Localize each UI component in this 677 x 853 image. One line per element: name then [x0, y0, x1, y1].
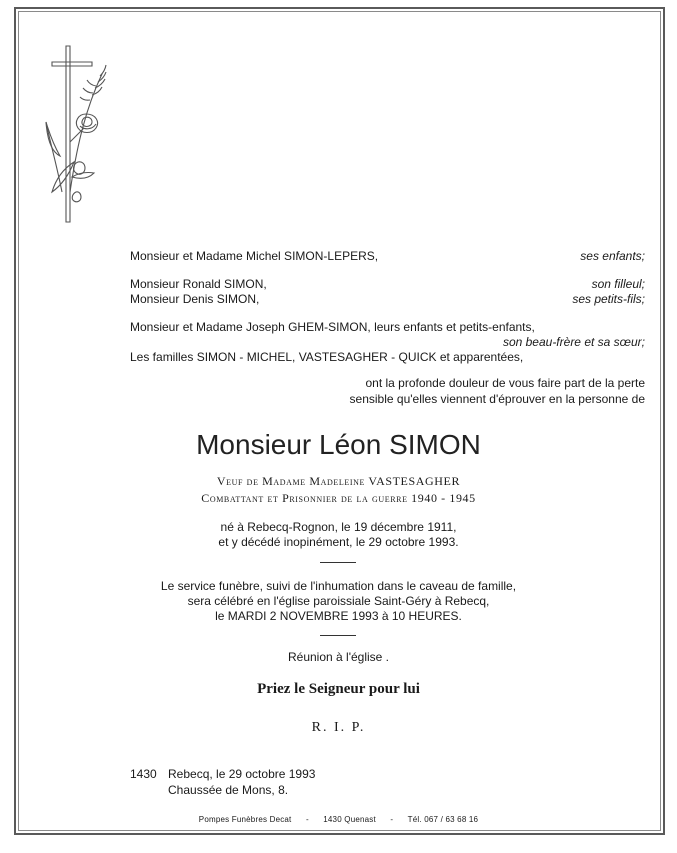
family-row-name: Monsieur Ronald SIMON, — [130, 277, 267, 291]
family-row-name: Monsieur Denis SIMON, — [130, 292, 260, 306]
divider — [320, 562, 356, 563]
widower-title: Veuf de Madame Madeleine VASTESAGHER — [216, 474, 461, 488]
service-line: le MARDI 2 NOVEMBRE 1993 à 10 HEURES. — [215, 609, 462, 623]
funeral-home-phone: Tél. 067 / 63 68 16 — [407, 815, 479, 824]
place-and-date — [130, 766, 315, 798]
service-line: Le service funèbre, suivi de l'inhumation dans le caveau de famille, — [160, 579, 517, 593]
service-line: sera célébré en l'église paroissiale Saint-Géry à Rebecq, — [187, 594, 490, 608]
meeting-line: Réunion à l'église . — [287, 650, 390, 664]
family-row-name: Monsieur et Madame Michel SIMON-LEPERS, — [130, 249, 379, 263]
family-row-name: Monsieur et Madame Joseph GHEM-SIMON, leurs enfants et petits-enfants, — [130, 320, 535, 334]
death-line: et y décédé inopinément, le 29 octobre 1993. — [218, 535, 459, 549]
deceased-name: Monsieur Léon SIMON — [196, 429, 481, 460]
street-address: Chaussée de Mons, 8. — [168, 783, 289, 797]
divider — [320, 635, 356, 636]
funeral-home-city: 1430 Quenast — [323, 815, 376, 824]
postal-code: 1430 — [130, 767, 157, 781]
announcement-line: ont la profonde douleur de vous faire part de la perte — [365, 376, 645, 390]
veteran-title: Combattant et Prisonnier de la guerre 1940 - 1945 — [201, 491, 476, 505]
family-row-relation: ses enfants; — [580, 249, 645, 263]
family-row-relation: son filleul; — [591, 277, 645, 291]
family-row-relation: ses petits-fils; — [572, 292, 645, 306]
family-row-name: Les familles SIMON - MICHEL, VASTESAGHER - QUICK et apparentées, — [130, 350, 524, 364]
prayer-line: Priez le Seigneur pour lui — [257, 681, 420, 697]
announcement — [325, 375, 645, 407]
funeral-home-name: Pompes Funèbres Decat — [198, 815, 292, 824]
birth-line: né à Rebecq-Rognon, le 19 décembre 1911, — [220, 520, 457, 534]
announcement-line: sensible qu'elles viennent d'éprouver en la personne de — [349, 392, 645, 406]
footer-separator: - — [390, 815, 394, 824]
date-line: Rebecq, le 29 octobre 1993 — [168, 767, 316, 781]
funeral-home-footer — [0, 815, 677, 824]
cross-wheat-rose-icon — [40, 42, 130, 227]
rip-line: R. I. P. — [311, 720, 366, 735]
family-row-relation: son beau-frère et sa sœur; — [502, 335, 645, 349]
footer-separator: - — [305, 815, 309, 824]
